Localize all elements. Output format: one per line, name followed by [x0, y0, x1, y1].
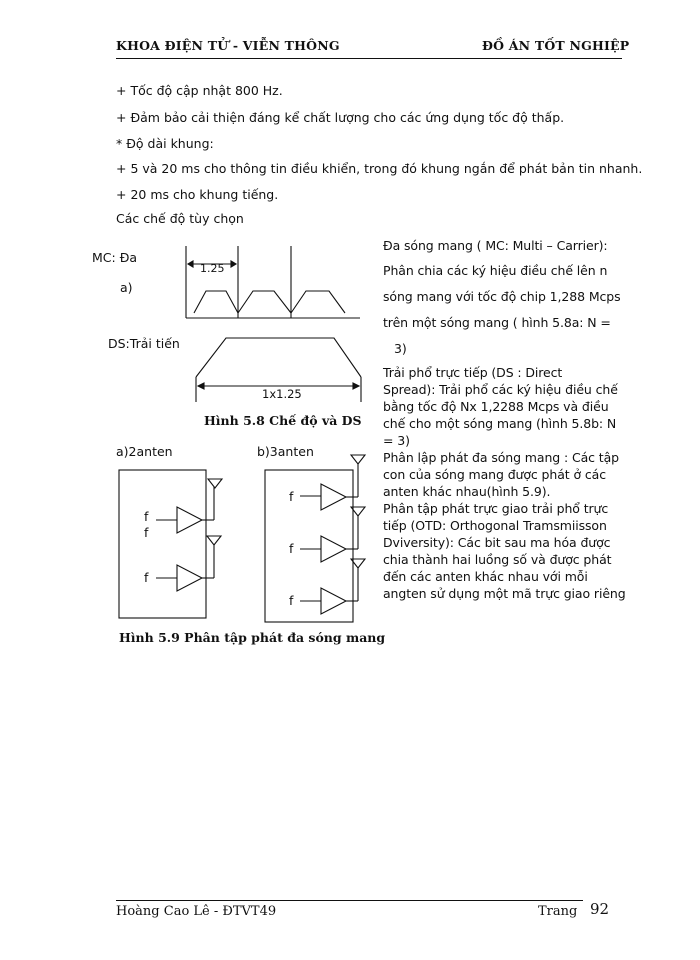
fig59b-amp-3-icon: [321, 588, 346, 614]
fig59b-filter-2: f: [289, 541, 294, 556]
fig59a-amp-1-icon: [177, 507, 202, 533]
right-line-2: Phân chia các ký hiệu điều chế lên n: [383, 263, 608, 278]
figure-5-9-caption: Hình 5.9 Phân tập phát đa sóng mang: [119, 630, 386, 645]
body-line-3: * Độ dài khung:: [116, 136, 214, 151]
right-line-17: chia thành hai luồng số và được phát: [383, 552, 612, 567]
fig59a-filter-3: f: [144, 570, 149, 585]
right-line-6: Trải phổ trực tiếp (DS : Direct: [383, 365, 563, 380]
body-line-5: + 20 ms cho khung tiếng.: [116, 187, 279, 202]
ds-width-label: 1x1.25: [262, 387, 302, 401]
right-line-10: = 3): [383, 433, 410, 448]
right-line-19: angten sử dụng một mã trực giao riêng: [383, 586, 626, 601]
right-line-5: 3): [394, 341, 407, 356]
right-line-11: Phân lập phát đa sóng mang : Các tập: [383, 450, 619, 465]
right-line-1: Đa sóng mang ( MC: Multi – Carrier):: [383, 238, 608, 253]
fig59b-amp-2-icon: [321, 536, 346, 562]
fig59a-filter-1: f: [144, 509, 149, 524]
fig59a-amp-2-icon: [177, 565, 202, 591]
fig59b-filter-3: f: [289, 593, 294, 608]
mc-width-label: 1.25: [200, 262, 225, 275]
header-left: KHOA ĐIỆN TỬ - VIỄN THÔNG: [116, 38, 340, 53]
mc-sub-label: a): [120, 280, 133, 295]
fig59b-amp-1-icon: [321, 484, 346, 510]
footer-page-label: Trang: [538, 904, 578, 919]
ds-label: DS:Trải tiến: [108, 336, 180, 351]
right-line-4: trên một sóng mang ( hình 5.8a: N =: [383, 315, 611, 330]
fig59a-diagram: [119, 470, 222, 618]
body-line-1: + Tốc độ cập nhật 800 Hz.: [116, 83, 283, 98]
body-line-2: + Đảm bảo cải thiện đáng kể chất lượng cho các ứng dụng tốc độ thấp.: [116, 110, 565, 125]
right-line-3: sóng mang với tốc độ chip 1,288 Mcps: [383, 289, 621, 304]
footer-page-number: 92: [590, 900, 610, 918]
body-line-6: Các chế độ tùy chọn: [116, 211, 244, 226]
fig59-label-b: b)3anten: [257, 444, 314, 459]
figure-5-8-caption: Hình 5.8 Chế độ và DS: [204, 413, 362, 428]
right-line-9: chế cho một sóng mang (hình 5.8b: N: [383, 416, 617, 431]
fig59b-diagram: [265, 455, 365, 622]
right-line-13: anten khác nhau(hình 5.9).: [383, 484, 551, 499]
right-line-7: Spread): Trải phổ các ký hiệu điều chế: [383, 382, 618, 397]
right-line-15: tiếp (OTD: Orthogonal Tramsmiisson: [383, 518, 607, 533]
fig59b-filter-1: f: [289, 489, 294, 504]
right-line-12: con của sóng mang được phát ở các: [383, 467, 606, 482]
footer-rule: [116, 900, 583, 901]
fig59-label-a: a)2anten: [116, 444, 173, 459]
fig59a-antenna-2-icon: [207, 536, 221, 545]
right-line-18: đến các anten khác nhau với mỗi: [383, 569, 588, 584]
mc-label: MC: Đa: [92, 250, 138, 265]
fig59b-antenna-1-icon: [351, 455, 365, 464]
right-line-14: Phân tập phát trực giao trải phổ trực: [383, 501, 609, 516]
right-line-8: bằng tốc độ Nx 1,2288 Mcps và điều: [383, 399, 609, 414]
header-right: ĐỒ ÁN TỐT NGHIỆP: [482, 38, 630, 53]
body-line-4: + 5 và 20 ms cho thông tin điều khiển, trong đó khung ngắn để phát bản tin nhanh.: [116, 161, 643, 176]
fig59a-frame: [119, 470, 206, 618]
fig59a-filter-2: f: [144, 525, 149, 540]
fig59a-antenna-1-icon: [208, 479, 222, 488]
footer-author: Hoàng Cao Lê - ĐTVT49: [116, 904, 277, 919]
right-line-16: Dviversity): Các bit sau ma hóa được: [383, 535, 611, 550]
